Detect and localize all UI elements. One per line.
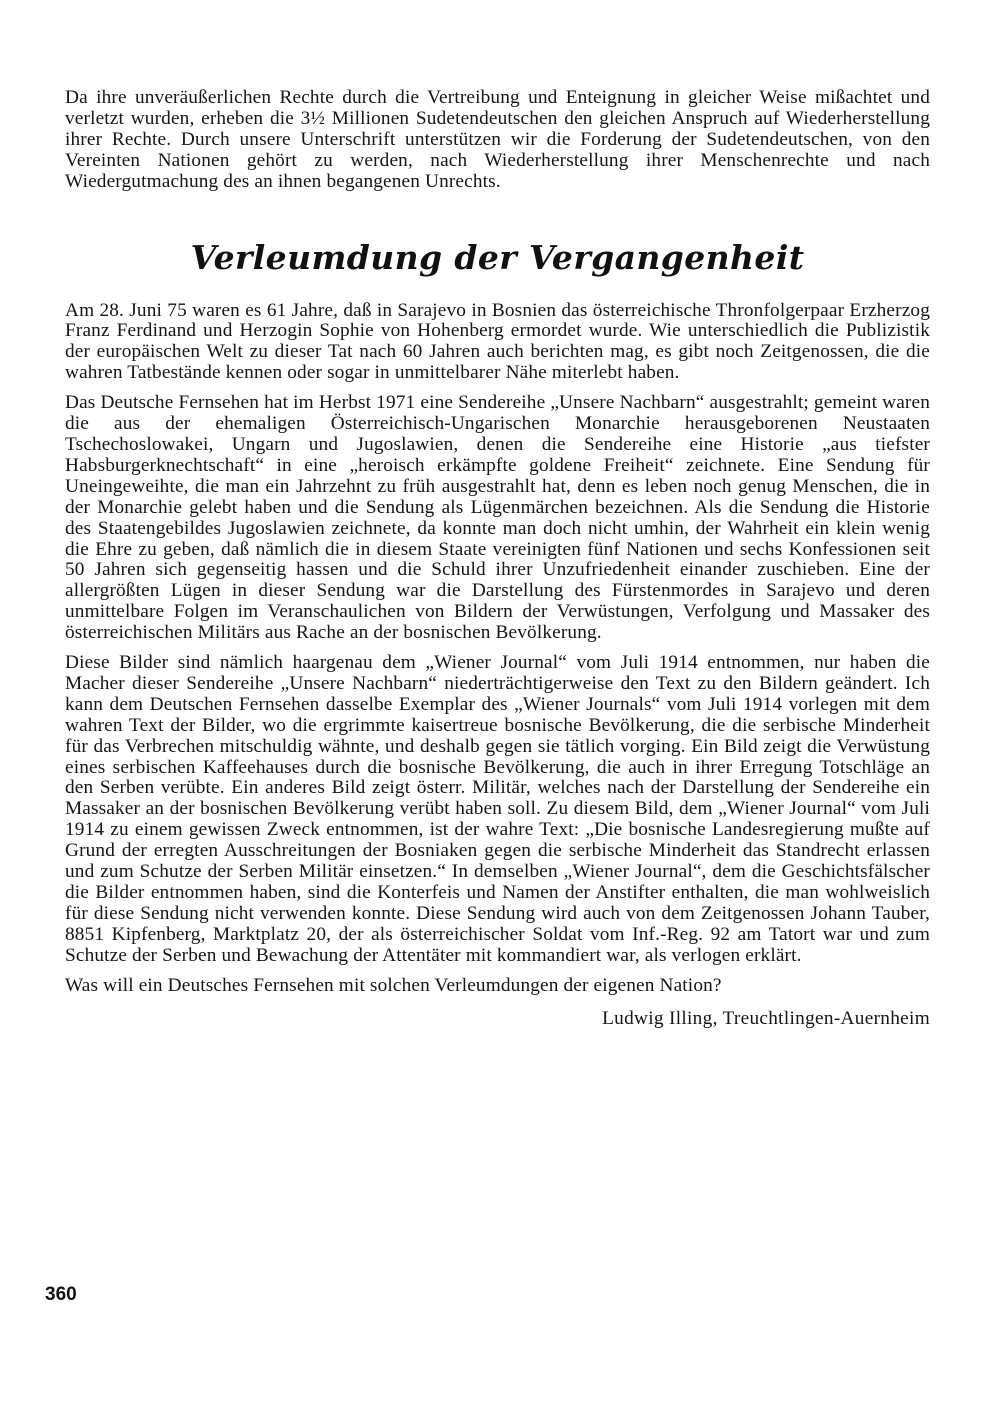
article-paragraph-2: Das Deutsche Fernsehen hat im Herbst 1971 eine Sendereihe „Unsere Nachbarn“ ausgestrahlt; gemeint waren die aus der ehemaligen Österreichisch-Ungarischen Monarchie herausgeborenen Neustaaten Tschechoslowakei, Ungarn und Jugoslawien, denen die Sendereihe eine Historie „aus tiefster Habsburgerknechtschaft“ in eine „heroisch erkämpfte goldene Freiheit“ zeichnete. Eine Sendung für Uneingeweihte, die man ein Jahrzehnt zu früh ausgestrahlt hat, denn es leben noch genug Menschen, die in der Monarchie gelebt haben und die Sendung als Lügenmärchen bezeichnen. Als die Sendung die Historie des Staatengebildes Jugoslawien zeichnete, da konnte man doch nicht umhin, der Wahrheit ein klein wenig die Ehre zu geben, daß nämlich die in diesem Staate vereinigten fünf Nationen und sechs Konfessionen seit 50 Jahren sich gegenseitig hassen und die Schuld ihrer Unzufriedenheit einander zuschieben. Eine der allergrößten Lügen in dieser Sendung war die Darstellung des Fürstenmordes in Sarajevo und deren unmittelbare Folgen im Veranschaulichen von Bildern der Verwüstungen, Verfolgung und Massaker des österreichischen Militärs aus Rache an der bosnischen Bevölkerung. [65,392,930,644]
article-title: Verleumdung der Vergangenheit [190,237,805,277]
article-paragraph-4: Was will ein Deutsches Fernsehen mit solchen Verleumdungen der eigenen Nation? [65,974,722,996]
article-paragraph-1: Am 28. Juni 75 waren es 61 Jahre, daß in Sarajevo in Bosnien das österreichische Thronfolgerpaar Erzherzog Franz Ferdinand und Herzogin Sophie von Hohenberg ermordet wurde. Wie unterschiedlich die Publizistik der europäischen Welt zu dieser Tat nach 60 Jahren auch berichten mag, es gibt noch Zeitgenossen, die die wahren Tatbestände kennen oder sogar in unmittelbarer Nähe miterlebt haben. [65,299,930,384]
page-number: 360 [45,1284,77,1305]
author-signature: Ludwig Illing, Treuchtlingen-Auernheim [602,1007,930,1029]
page-content [65,88,930,1030]
article-paragraph-3: Diese Bilder sind nämlich haargenau dem „Wiener Journal“ vom Juli 1914 entnommen, nur haben die Macher dieser Sendereihe „Unsere Nachbarn“ niederträchtigerweise den Text zu den Bildern geändert. Ich kann dem Deutschen Fernsehen dasselbe Exemplar des „Wiener Journals“ vom Juli 1914 vorlegen mit dem wahren Text der Bilder, wo die ergrimmte kaisertreue bosnische Bevölkerung, die die serbische Minderheit für das Verbrechen mitschuldig wähnte, und deshalb gegen sie tätlich vorging. Ein Bild zeigt die Verwüstung eines serbischen Kaffeehauses durch die bosnische Bevölkerung, die auch in ihrer Erregung Totschläge an den Serben verübte. Ein anderes Bild zeigt österr. Militär, welches nach der Darstellung der Sendereihe ein Massaker an der bosnischen Bevölkerung verübt haben soll. Zu diesem Bild, dem „Wiener Journal“ vom Juli 1914 zu einem gewissen Zweck entnommen, ist der wahre Text: „Die bosnische Landesregierung mußte auf Grund der erregten Ausschreitungen der Bosniaken gegen die serbische Minderheit das Standrecht erlassen und zum Schutze der Serben Militär einsetzen.“ In demselben „Wiener Journal“, dem die Geschichtsfälscher die Bilder entnommen haben, sind die Konterfeis und Namen der Anstifter enthalten, die man wohlweislich für diese Sendung nicht verwenden konnte. Diese Sendung wird auch von dem Zeitgenossen Johann Tauber, 8851 Kipfenberg, Marktplatz 20, der als österreichischer Soldat vom Inf.-Reg. 92 am Tatort war und zum Schutze der Serben und Bewachung der Attentäter mit kommandiert war, als verlogen erklärt. [65,652,930,966]
intro-paragraph: Da ihre unveräußerlichen Rechte durch die Vertreibung und Enteignung in gleicher Weise mißachtet und verletzt wurden, erheben die 3½ Millionen Sudetendeutschen den gleichen Anspruch auf Wiederherstellung ihrer Rechte. Durch unsere Unterschrift unterstützen wir die Forderung der Sudetendeutschen, von den Vereinten Nationen gehört zu werden, nach Wiederherstellung ihrer Menschenrechte und nach Wiedergutmachung des an ihnen begangenen Unrechts. [65,87,930,192]
